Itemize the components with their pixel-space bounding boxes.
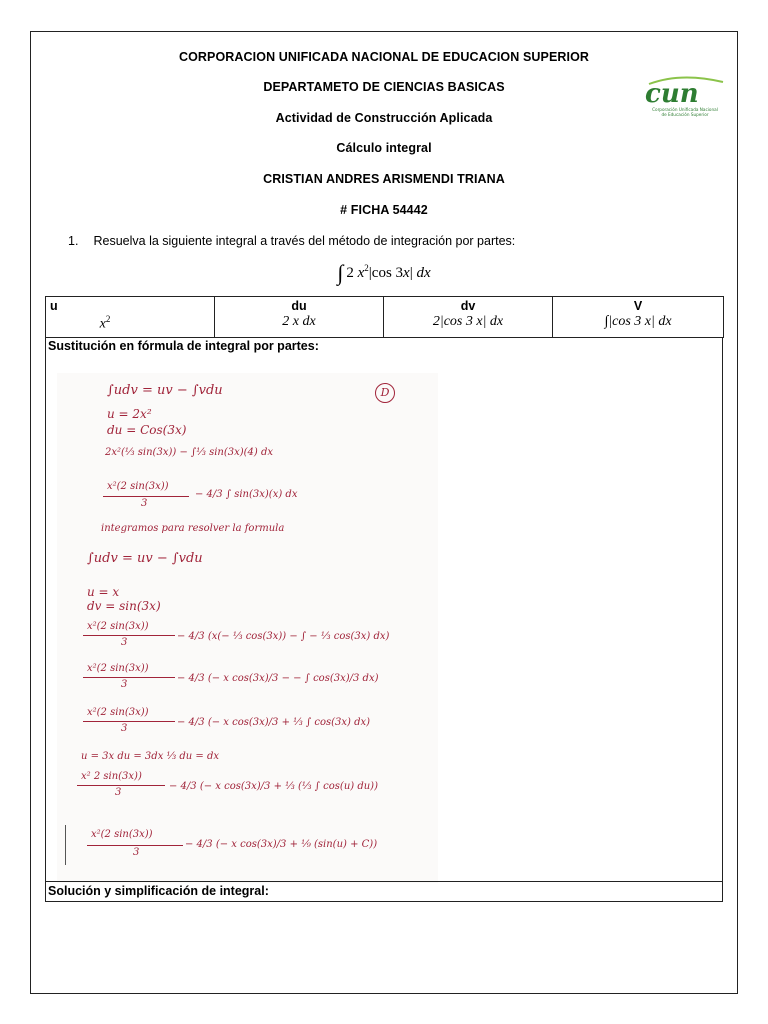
hw-line: − 4/3 ∫ sin(3x)(x) dx: [195, 489, 298, 500]
hw-line: − 4/3 (x(− ⅓ cos(3x)) − ∫ − ⅓ cos(3x) dx): [177, 631, 390, 642]
hw-line: du = Cos(3x): [107, 423, 187, 437]
hw-line: 2x²(⅓ sin(3x)) − ∫⅓ sin(3x)(4) dx: [105, 447, 274, 458]
logo-caption-line1: Corporación Unificada Nacional: [652, 107, 718, 112]
circle-label: D: [375, 383, 395, 403]
hw-line: ∫udv = uv − ∫vdu: [107, 383, 223, 398]
hw-line: integramos para resolver la formula: [101, 523, 285, 534]
hw-line: − 4/3 (− x cos(3x)/3 + ⅑ (sin(u) + C)): [185, 839, 378, 850]
institution-title: CORPORACION UNIFICADA NACIONAL DE EDUCACION SUPERIOR: [178, 50, 590, 64]
integral-body: |cos 3: [368, 265, 404, 281]
hw-line: − 4/3 (− x cos(3x)/3 − − ∫ cos(3x)/3 dx): [177, 673, 379, 684]
ficha-number: # FICHA 54442: [340, 203, 428, 217]
fraction-bar: [77, 785, 165, 786]
question: [68, 234, 515, 248]
solution-title: Solución y simplificación de integral:: [48, 884, 269, 898]
hw-line: 3: [141, 498, 148, 509]
fraction-bar: [83, 635, 175, 636]
value-u: $x^2$: [99, 314, 111, 332]
substitution-title: Sustitución en fórmula de integral por partes:: [48, 339, 319, 353]
question-number: 1.: [68, 234, 79, 248]
value-du: 2 x dx: [282, 314, 316, 329]
cell-du: [215, 297, 384, 338]
hw-line: 3: [115, 787, 122, 798]
hw-line: x²(2 sin(3x)): [87, 621, 149, 632]
fraction-bar: [83, 677, 175, 678]
integral-var: x: [357, 265, 365, 281]
hw-line: x²(2 sin(3x)): [87, 707, 149, 718]
cell-v: [553, 297, 724, 338]
hw-line: x² 2 sin(3x)): [81, 771, 142, 782]
activity-title: Actividad de Construcción Aplicada: [275, 111, 493, 125]
hw-line: 3: [121, 679, 128, 690]
integral-coef: 2: [346, 265, 354, 281]
image-edge: [65, 825, 66, 865]
value-dv: 2|cos 3 x| dx: [432, 314, 504, 329]
hw-line: u = 3x du = 3dx ⅓ du = dx: [81, 751, 220, 762]
hw-line: 3: [121, 637, 128, 648]
hw-line: 3: [121, 723, 128, 734]
header-dv: dv: [460, 299, 476, 313]
hw-line: u = x: [87, 585, 120, 599]
fraction-bar: [103, 496, 189, 497]
cell-dv: [384, 297, 553, 338]
hw-line: x²(2 sin(3x)): [107, 481, 169, 492]
question-text: Resuelva la siguiente integral a través del método de integración por partes:: [93, 234, 516, 248]
hw-line: u = 2x²: [107, 407, 152, 421]
handwritten-work: [57, 373, 438, 883]
student-name: CRISTIAN ANDRES ARISMENDI TRIANA: [263, 172, 505, 186]
fraction-bar: [83, 721, 175, 722]
department-title: DEPARTAMETO DE CIENCIAS BASICAS: [263, 80, 505, 94]
integral-end: |: [409, 265, 413, 281]
hw-line: x²(2 sin(3x)): [91, 829, 153, 840]
hw-line: − 4/3 (− x cos(3x)/3 + ⅓ (⅓ ∫ cos(u) du)): [169, 781, 378, 792]
integral-expression: [30, 260, 738, 286]
hw-line: ∫udv = uv − ∫vdu: [87, 551, 203, 566]
integral-dx: dx: [416, 265, 431, 281]
hw-line: − 4/3 (− x cos(3x)/3 + ⅓ ∫ cos(3x) dx): [177, 717, 371, 728]
logo-wordmark: cun: [645, 79, 699, 109]
integral-symbol: ∫: [337, 260, 344, 285]
header-v: V: [633, 299, 643, 313]
parts-table: [45, 296, 724, 338]
hw-line: x²(2 sin(3x)): [87, 663, 149, 674]
solution-section: [45, 881, 723, 902]
value-v: ∫|cos 3 x| dx: [604, 314, 672, 329]
header-u: u: [50, 299, 58, 313]
fraction-bar: [87, 845, 183, 846]
header-du: du: [291, 299, 307, 313]
logo-caption-line2: de Educación Superior: [661, 112, 709, 117]
course-title: Cálculo integral: [336, 141, 432, 155]
cell-u: [46, 297, 215, 338]
hw-line: dv = sin(3x): [87, 599, 161, 613]
integral-power: 2: [364, 263, 369, 273]
hw-line: 3: [133, 847, 140, 858]
integral-var2: x: [403, 265, 410, 281]
